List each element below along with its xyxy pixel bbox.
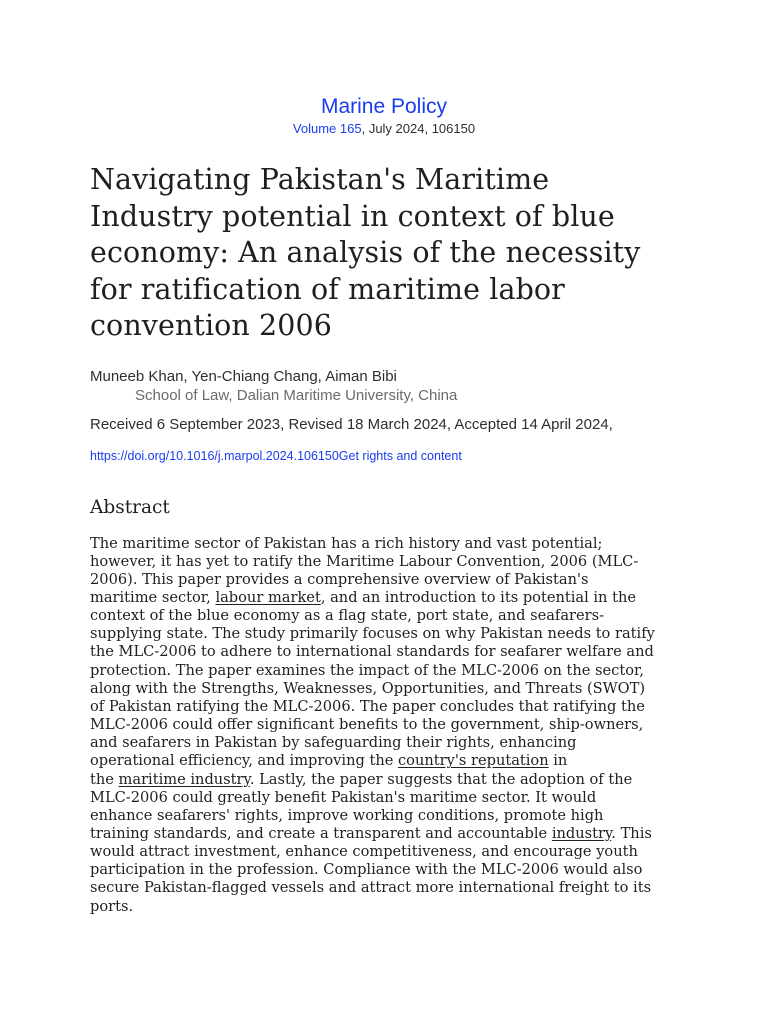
abstract-line: [90, 771, 678, 789]
maritime-industry-link[interactable]: maritime industry: [118, 770, 250, 788]
title-line: for ratification of maritime labor: [90, 272, 565, 306]
abstract-line: [90, 789, 678, 807]
text-run: MLC-2006 could greatly benefit Pakistan's maritime sector. It would: [90, 788, 597, 806]
issue-details: , July 2024, 106150: [361, 121, 476, 136]
abstract-line: [90, 879, 678, 897]
text-run: the: [90, 770, 119, 788]
journal-title-link[interactable]: Marine Policy: [320, 95, 448, 118]
journal-issue-info: [90, 120, 678, 137]
doi-link[interactable]: https://doi.org/10.1016/j.marpol.2024.106150: [90, 448, 339, 463]
abstract-line: [90, 698, 678, 716]
abstract-line: [90, 589, 678, 607]
abstract-line: [90, 662, 678, 680]
text-run: the MLC-2006 to adhere to international standards for seafarer welfare and: [90, 643, 654, 661]
text-run: secure Pakistan-flagged vessels and attract more international freight to its: [90, 879, 652, 897]
text-run: maritime sector,: [90, 588, 216, 606]
abstract-line: [90, 535, 678, 553]
text-run: . This: [611, 825, 652, 842]
text-run: along with the Strengths, Weaknesses, Opportunities, and Threats (SWOT): [90, 679, 646, 697]
text-run: and seafarers in Pakistan by safeguarding their rights, enhancing: [90, 734, 577, 752]
rights-link[interactable]: Get rights and content: [338, 448, 462, 463]
abstract-line: [90, 680, 678, 698]
abstract-line: [90, 843, 678, 861]
text-run: supplying state. The study primarily focuses on why Pakistan needs to ratify: [90, 625, 655, 643]
abstract-line: [90, 861, 678, 879]
labour-market-link[interactable]: labour market: [215, 588, 321, 606]
abstract-line: [90, 643, 678, 661]
abstract-line: [90, 752, 678, 770]
text-run: operational efficiency, and improving the: [90, 752, 398, 770]
abstract-line: [90, 625, 678, 643]
abstract-line: [90, 898, 678, 916]
journal-header: [90, 94, 678, 137]
title-line: Navigating Pakistan's Maritime: [90, 163, 550, 196]
text-run: The maritime sector of Pakistan has a rich history and vast potential;: [90, 534, 603, 552]
text-run: ports.: [90, 897, 134, 915]
text-run: protection. The paper examines the impact of the MLC-2006 on the sector,: [90, 661, 645, 679]
text-run: participation in the profession. Compliance with the MLC-2006 would also: [90, 861, 643, 879]
abstract-line: [90, 807, 678, 825]
text-run: training standards, and create a transparent and accountable: [90, 825, 552, 842]
text-run: context of the blue economy as a flag state, port state, and seafarers-: [90, 607, 605, 625]
country-reputation-link[interactable]: country's reputation: [398, 752, 549, 770]
abstract-line: [90, 716, 678, 734]
text-run: enhance seafarers' rights, improve working conditions, promote high: [90, 806, 604, 824]
volume-link[interactable]: Volume 165: [292, 121, 362, 136]
abstract-line: [90, 553, 678, 571]
text-run: however, it has yet to ratify the Maritime Labour Convention, 2006 (MLC-: [90, 552, 639, 570]
title-line: Industry potential in context of blue: [90, 199, 615, 233]
abstract-line: [90, 571, 678, 589]
article-title: [90, 162, 680, 345]
text-run: . Lastly, the paper suggests that the adoption of the: [249, 770, 633, 788]
author-list: Muneeb Khan, Yen-Chiang Chang, Aiman Bibi: [90, 367, 397, 385]
text-run: MLC-2006 could offer significant benefits to the government, ship-owners,: [90, 716, 644, 734]
text-run: would attract investment, enhance competitiveness, and encourage youth: [90, 843, 638, 861]
doi-row: [90, 448, 680, 464]
abstract-line: [90, 734, 678, 752]
text-run: of Pakistan ratifying the MLC-2006. The paper concludes that ratifying the: [90, 697, 645, 715]
title-line: convention 2006: [90, 309, 332, 342]
title-line: economy: An analysis of the necessity: [90, 236, 641, 269]
text-run: 2006). This paper provides a comprehensive overview of Pakistan's: [90, 570, 589, 588]
abstract-text: [90, 535, 678, 916]
text-run: in: [548, 752, 568, 770]
abstract-line: [90, 825, 678, 843]
article-page: [90, 0, 680, 916]
article-history: Received 6 September 2023, Revised 18 March 2024, Accepted 14 April 2024,: [90, 415, 613, 433]
text-run: , and an introduction to its potential in the: [320, 588, 636, 606]
abstract-heading: Abstract: [90, 496, 170, 518]
abstract-line: [90, 607, 678, 625]
affiliation: School of Law, Dalian Maritime University, China: [135, 386, 458, 404]
industry-link[interactable]: industry: [551, 825, 612, 842]
